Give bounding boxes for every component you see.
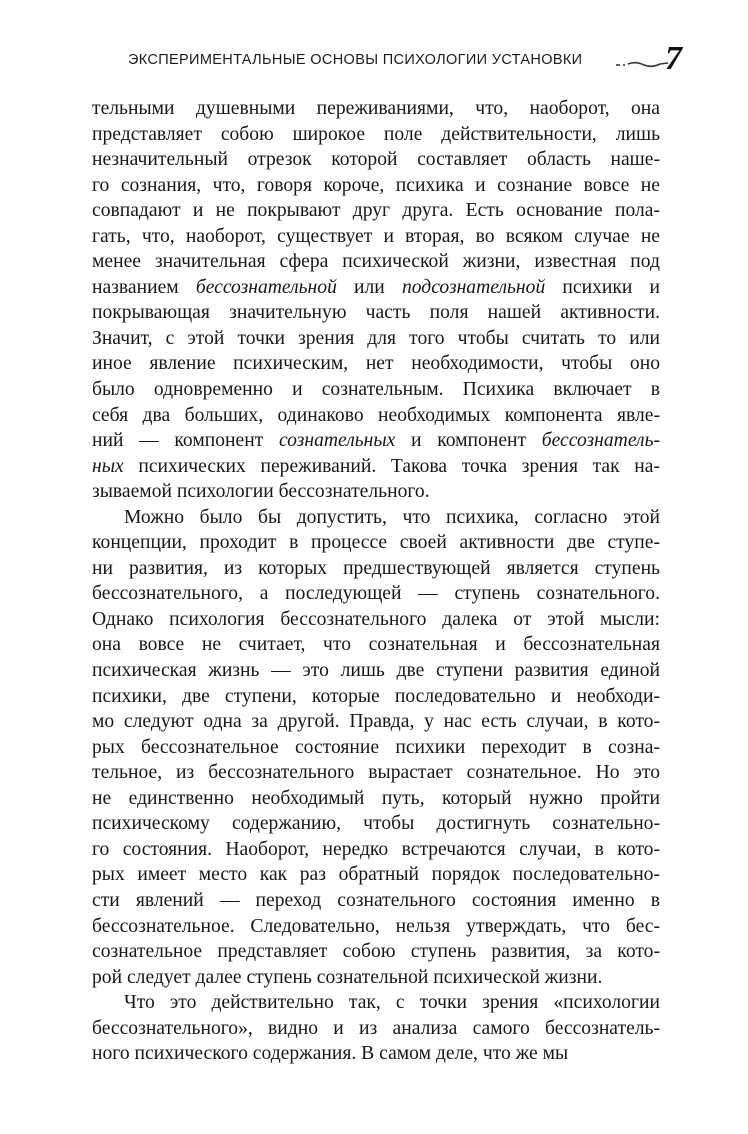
text-line	[92, 249, 660, 275]
text-fragment: представляет собою широкое поле действительности, лишь	[92, 123, 660, 145]
text-fragment: психики и	[545, 276, 661, 298]
text-fragment: зываемой психологии бессознательного.	[92, 481, 430, 503]
text-line	[92, 1041, 660, 1067]
header-ornament-icon	[614, 60, 670, 68]
text-fragment: и компонент	[395, 430, 542, 452]
text-fragment: рой следует далее ступень сознательной психической жизни.	[92, 966, 603, 988]
text-line	[92, 990, 660, 1016]
text-line	[92, 377, 660, 403]
text-fragment: бессознательного, а последующей — ступень сознательного.	[92, 583, 660, 605]
body-text	[92, 96, 660, 1067]
text-fragment: Значит, с этой точки зрения для того чтобы считать то или	[92, 327, 660, 349]
text-fragment: психических переживаний. Такова точка зрения так на-	[123, 455, 660, 477]
text-fragment: иное явление психическим, нет необходимости, чтобы оно	[92, 353, 660, 375]
text-fragment: совпадают и не покрывают друг друга. Есть основание пола-	[92, 200, 660, 222]
text-fragment: тельное, из бессознательного вырастает сознательное. Но это	[92, 762, 660, 784]
text-line	[92, 173, 660, 199]
text-line	[92, 479, 660, 505]
running-head	[128, 40, 688, 82]
text-fragment: Что это действительно так, с точки зрения «психологии	[124, 992, 660, 1014]
text-line	[92, 888, 660, 914]
text-fragment: покрывающая значительную часть поля нашей активности.	[92, 302, 660, 324]
text-fragment: го сознания, что, говоря короче, психика и сознание вовсе не	[92, 174, 660, 196]
italic-term: сознательных	[278, 430, 396, 452]
text-fragment: ний — компонент	[92, 430, 279, 452]
text-line	[92, 914, 660, 940]
text-line	[92, 965, 660, 991]
text-fragment: не единственно необходимый путь, который нужно пройти	[92, 787, 660, 809]
text-fragment: или	[336, 276, 402, 298]
text-line	[92, 300, 660, 326]
text-fragment: ного психического содержания. В самом деле, что же мы	[92, 1043, 569, 1065]
text-fragment: сти явлений — переход сознательного состояния именно в	[92, 889, 660, 911]
text-fragment: бессознательного», видно и из анализа самого бессознатель-	[92, 1017, 660, 1039]
text-fragment: названием	[92, 276, 196, 298]
text-line	[92, 530, 660, 556]
text-line	[92, 760, 660, 786]
text-fragment: психическому содержанию, чтобы достигнуть сознательно-	[92, 813, 660, 835]
paragraph	[92, 96, 660, 505]
text-fragment: концепции, проходит в процессе своей активности две ступе-	[92, 532, 660, 554]
text-line	[92, 1016, 660, 1042]
text-line	[92, 275, 660, 301]
text-fragment: Однако психология бессознательного далека от этой мысли:	[92, 608, 660, 630]
text-line	[92, 939, 660, 965]
text-line	[92, 658, 660, 684]
text-line	[92, 581, 660, 607]
italic-term: подсознательной	[401, 276, 546, 298]
text-line	[92, 505, 660, 531]
text-line	[92, 326, 660, 352]
text-line	[92, 454, 660, 480]
text-line	[92, 811, 660, 837]
italic-term: бессознательной	[195, 276, 337, 298]
text-line	[92, 403, 660, 429]
text-fragment: гать, что, наоборот, существует и вторая, во всяком случае не	[92, 225, 660, 247]
text-line	[92, 351, 660, 377]
text-fragment: себя два больших, одинаково необходимых компонента явле-	[92, 404, 660, 426]
text-line	[92, 684, 660, 710]
text-line	[92, 607, 660, 633]
text-line	[92, 428, 660, 454]
paragraph	[92, 505, 660, 990]
text-fragment: ни развития, из которых предшествующей является ступень	[92, 557, 660, 579]
text-line	[92, 198, 660, 224]
text-line	[92, 709, 660, 735]
text-fragment: было одновременно и сознательным. Психика включает в	[92, 379, 660, 401]
text-line	[92, 735, 660, 761]
text-fragment: тельными душевными переживаниями, что, наоборот, она	[92, 98, 660, 119]
text-line	[92, 122, 660, 148]
text-fragment: она вовсе не считает, что сознательная и бессознательная	[92, 634, 660, 656]
text-fragment: Можно было бы допустить, что психика, согласно этой	[124, 506, 660, 528]
page-number: 7	[665, 40, 682, 77]
text-line	[92, 837, 660, 863]
text-line	[92, 786, 660, 812]
text-fragment: психики, две ступени, которые последовательно и необходи-	[92, 685, 660, 707]
text-line	[92, 632, 660, 658]
text-fragment: бессознательное. Следовательно, нельзя утверждать, что бес-	[92, 915, 660, 937]
italic-term: ных	[92, 455, 124, 477]
text-fragment: сознательное представляет собою ступень развития, за кото-	[92, 941, 660, 963]
text-fragment: мо следуют одна за другой. Правда, у нас есть случаи, в кото-	[92, 711, 660, 733]
text-line	[92, 147, 660, 173]
text-line	[92, 862, 660, 888]
italic-term: бессознатель-	[541, 430, 661, 452]
text-fragment: рых бессознательное состояние психики переходит в созна-	[92, 736, 660, 758]
text-line	[92, 224, 660, 250]
text-fragment: менее значительная сфера психической жизни, известная под	[92, 251, 660, 273]
text-fragment: рых имеет место как раз обратный порядок последовательно-	[92, 864, 660, 886]
running-title: ЭКСПЕРИМЕНТАЛЬНЫЕ ОСНОВЫ ПСИХОЛОГИИ УСТАНОВКИ	[128, 52, 583, 68]
text-line	[92, 96, 660, 122]
text-fragment: незначительный отрезок которой составляет область наше-	[92, 149, 660, 171]
text-line	[92, 556, 660, 582]
text-fragment: го состояния. Наоборот, нередко встречаются случаи, в кото-	[92, 838, 660, 860]
text-fragment: психическая жизнь — это лишь две ступени развития единой	[92, 660, 660, 682]
paragraph	[92, 990, 660, 1067]
